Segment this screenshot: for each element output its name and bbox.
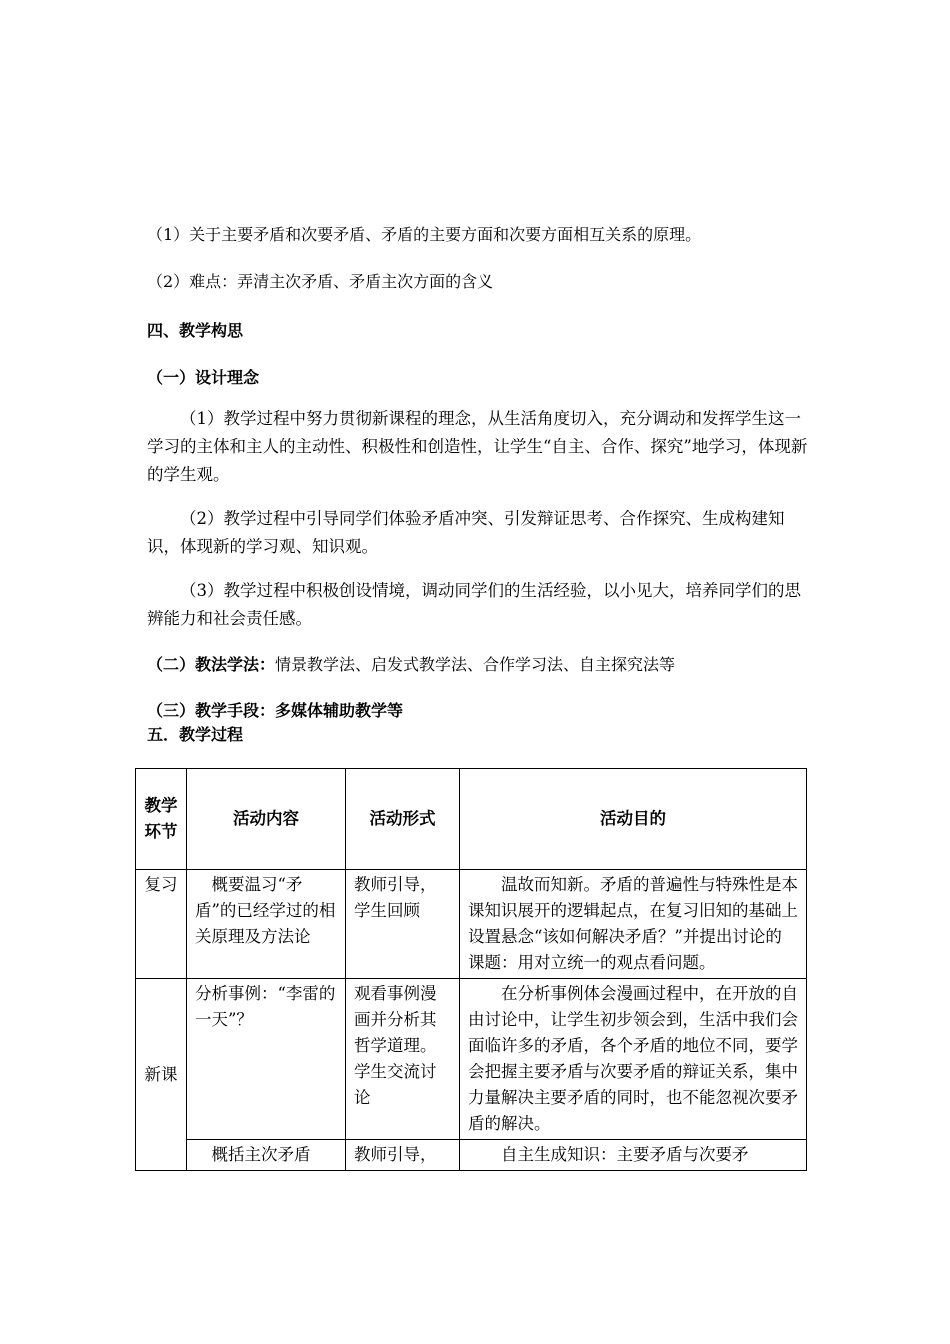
header-purpose: 活动目的 [460, 769, 807, 870]
table-row [136, 979, 807, 1140]
form-cell: 教师引导， [346, 1140, 460, 1171]
difficulty-point: （2）难点：弄清主次矛盾、矛盾主次方面的含义 [147, 272, 494, 291]
stage-new-lesson: 新课 [136, 979, 187, 1171]
table-row [136, 870, 807, 979]
purpose-cell: 在分析事例体会漫画过程中，在开放的自由讨论中，让学生初步领会到，生活中我们会面临许多的矛盾，各个矛盾的地位不同，要学会把握主要矛盾与次要矛盾的辩证关系，集中力量解决主要矛盾的同时，也不能忽视次要矛盾的解决。 [460, 979, 807, 1140]
header-form: 活动形式 [346, 769, 460, 870]
header-content: 活动内容 [187, 769, 346, 870]
section-heading-4: 四、教学构思 [147, 321, 244, 340]
stage-review: 复习 [136, 870, 187, 979]
teaching-means: （三）教学手段：多媒体辅助教学等 [147, 701, 404, 720]
concept-paragraph-3: （3）教学过程中积极创设情境，调动同学们的生活经验，以小见大，培养同学们的思辨能力和社会责任感。 [147, 581, 801, 628]
concept-paragraph-2: （2）教学过程中引导同学们体验矛盾冲突、引发辩证思考、合作探究、生成构建知识，体现新的学习观、知识观。 [147, 509, 785, 556]
key-point-1: （1）关于主要矛盾和次要矛盾、矛盾的主要方面和次要方面相互关系的原理。 [147, 225, 702, 244]
content-cell: 分析事例：“李雷的一天”？ [187, 979, 346, 1140]
teaching-methods-label: （二）教法学法： [147, 655, 276, 674]
content-cell: 概括主次矛盾 [187, 1140, 346, 1171]
subheading-design-concept: （一）设计理念 [147, 368, 260, 387]
table-header-row [136, 769, 807, 870]
form-cell: 观看事例漫画并分析其哲学道理。学生交流讨论 [346, 979, 460, 1140]
purpose-cell: 温故而知新。矛盾的普遍性与特殊性是本课知识展开的逻辑起点，在复习旧知的基础上设置悬念“该如何解决矛盾？”并提出讨论的课题：用对立统一的观点看问题。 [460, 870, 807, 979]
form-cell: 教师引导，学生回顾 [346, 870, 460, 979]
teaching-process-table [135, 768, 807, 1171]
table-row [136, 1140, 807, 1171]
teaching-methods-text: 情景教学法、启发式教学法、合作学习法、自主探究法等 [275, 655, 676, 674]
teaching-methods [147, 652, 675, 675]
header-stage: 教学环节 [136, 769, 187, 870]
concept-paragraph-1: （1）教学过程中努力贯彻新课程的理念，从生活角度切入，充分调动和发挥学生这一学习的主体和主人的主动性、积极性和创造性，让学生“自主、合作、探究”地学习，体现新的学生观。 [147, 409, 808, 484]
content-cell: 概要温习“矛盾”的已经学过的相关原理及方法论 [187, 870, 346, 979]
purpose-cell: 自主生成知识：主要矛盾与次要矛 [460, 1140, 807, 1171]
section-heading-5: 五．教学过程 [147, 725, 244, 744]
